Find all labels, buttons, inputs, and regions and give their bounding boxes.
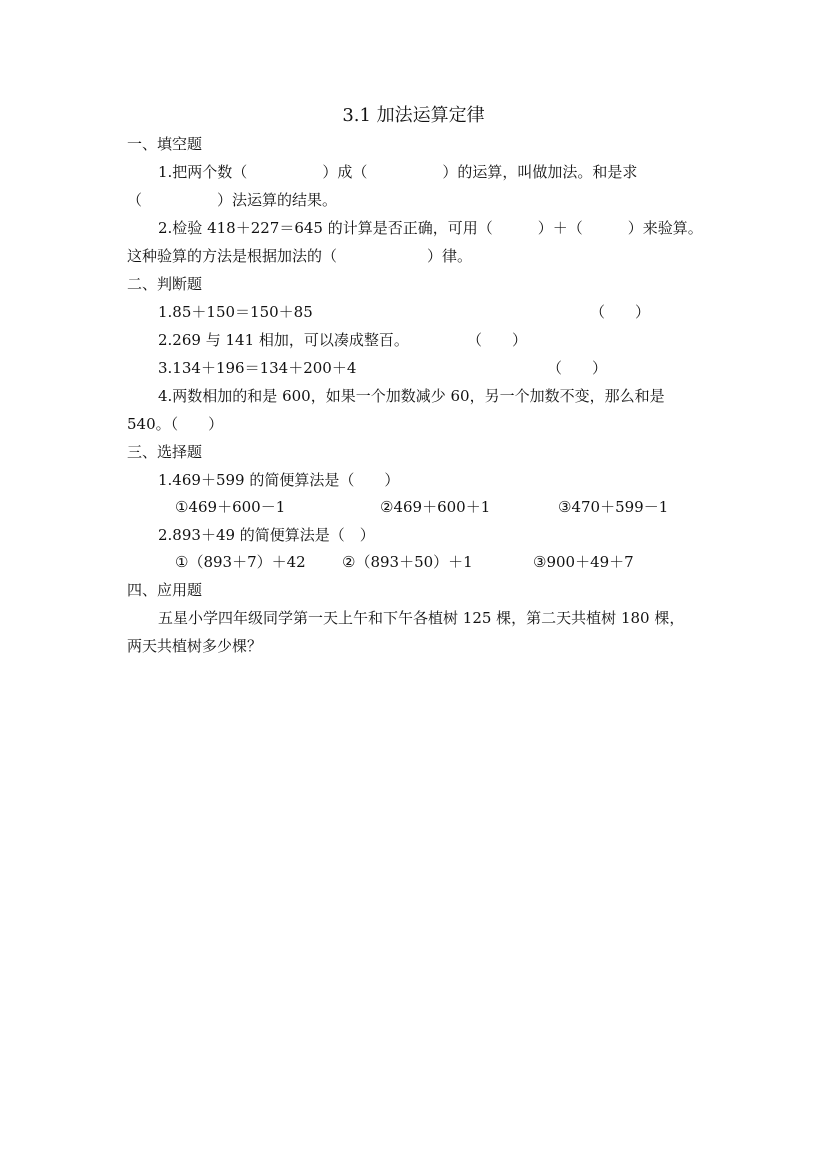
section-heading-choice: 三、选择题 xyxy=(127,443,203,461)
judge-question-3-answer-bracket: （ ） xyxy=(547,359,608,377)
apply-question-line-2: 两天共植树多少棵？ xyxy=(127,637,263,655)
judge-question-2-answer-bracket: （ ） xyxy=(467,331,528,349)
choice-question-2: 2.893＋49 的简便算法是（ ） xyxy=(158,526,375,544)
judge-question-2: 2.269 与 141 相加，可以凑成整百。 xyxy=(158,331,409,349)
fill-question-2-line-1: 2.检验 418＋227＝645 的计算是否正确，可用（ ）＋（ ）来验算。 xyxy=(158,219,703,237)
fill-question-2-line-2: 这种验算的方法是根据加法的（ ）律。 xyxy=(127,247,473,265)
fill-question-1-line-1: 1.把两个数（ ）成（ ）的运算，叫做加法。和是求 xyxy=(158,163,638,181)
section-heading-fill: 一、填空题 xyxy=(127,135,203,153)
choice-question-2-option-2: ②（893＋50）＋1 xyxy=(342,553,473,571)
choice-question-2-option-3: ③900＋49＋7 xyxy=(533,553,634,571)
judge-question-3: 3.134＋196＝134＋200＋4 xyxy=(158,359,357,377)
choice-question-1-option-3: ③470＋599－1 xyxy=(558,498,669,516)
section-heading-apply: 四、应用题 xyxy=(127,581,203,599)
choice-question-1-option-2: ②469＋600＋1 xyxy=(380,498,491,516)
apply-question-line-1: 五星小学四年级同学第一天上午和下午各植树 125 棵，第二天共植树 180 棵， xyxy=(158,609,685,627)
judge-question-1-answer-bracket: （ ） xyxy=(590,303,651,321)
choice-question-1-option-1: ①469＋600－1 xyxy=(175,498,286,516)
fill-question-1-line-2: （ ）法运算的结果。 xyxy=(127,191,338,209)
choice-question-1: 1.469＋599 的简便算法是（ ） xyxy=(158,471,400,489)
page-title: 3.1 加法运算定律 xyxy=(342,105,485,126)
choice-question-2-option-1: ①（893＋7）＋42 xyxy=(175,553,306,571)
judge-question-1: 1.85＋150＝150＋85 xyxy=(158,303,313,321)
judge-question-4-line-1: 4.两数相加的和是 600，如果一个加数减少 60，另一个加数不变，那么和是 xyxy=(158,387,665,405)
section-heading-judge: 二、判断题 xyxy=(127,275,203,293)
judge-question-4-line-2: 540。（ ） xyxy=(127,415,224,433)
